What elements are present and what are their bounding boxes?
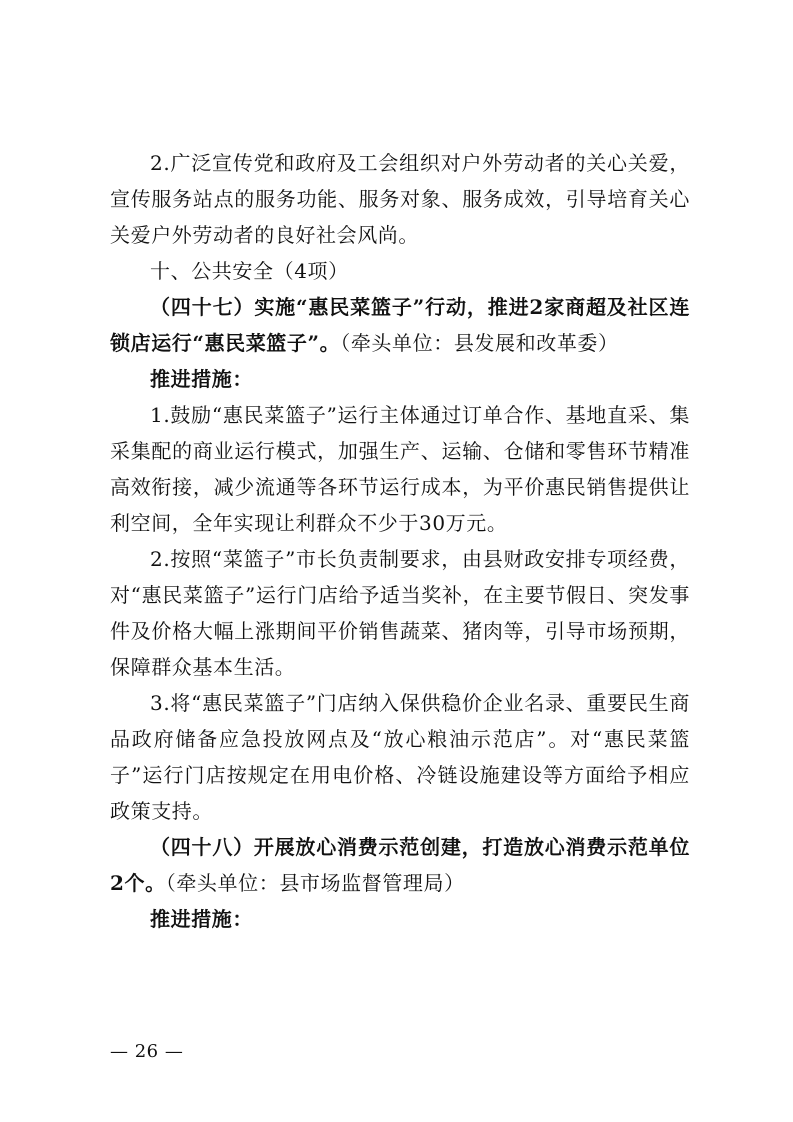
page-number: — 26 — [110, 1041, 184, 1062]
item-48-lead-unit: （牵头单位：县市场监督管理局） [165, 871, 465, 895]
section-heading-public-safety: 十、公共安全（4项） [150, 259, 349, 283]
paragraph-outreach: 2.广泛宣传党和政府及工会组织对户外劳动者的关心关爱，宣传服务站点的服务功能、服务对象、服务成效，引导培育关心关爱户外劳动者的良好社会风尚。 [110, 151, 690, 247]
item-47-title: （四十七）实施“惠民菜篮子”行动，推进2家商超及社区连锁店运行“惠民菜篮子”。 [110, 295, 690, 355]
measures-heading-48: 推进措施： [150, 907, 253, 931]
item-48-title: （四十八）开展放心消费示范创建，打造放心消费示范单位2个。 [110, 835, 690, 895]
measure-47-3: 3.将“惠民菜篮子”门店纳入保供稳价企业名录、重要民生商品政府储备应急投放网点及“放心粮油示范店”。对“惠民菜篮子”运行门店按规定在用电价格、冷链设施建设等方面给予相应政策支持。 [110, 691, 690, 823]
item-48-heading [110, 829, 690, 901]
measures-heading-47: 推进措施： [150, 367, 253, 391]
measure-47-1: 1.鼓励“惠民菜篮子”运行主体通过订单合作、基地直采、集采集配的商业运行模式，加强生产、运输、仓储和零售环节精准高效衔接，减少流通等各环节运行成本，为平价惠民销售提供让利空间，全年实现让利群众不少于30万元。 [110, 403, 690, 535]
item-47-heading [110, 289, 690, 361]
item-47-lead-unit: （牵头单位：县发展和改革委） [340, 331, 619, 355]
measure-47-2: 2.按照“菜篮子”市长负责制要求，由县财政安排专项经费，对“惠民菜篮子”运行门店给予适当奖补，在主要节假日、突发事件及价格大幅上涨期间平价销售蔬菜、猪肉等，引导市场预期，保障群众基本生活。 [110, 547, 690, 679]
document-body [110, 145, 690, 937]
